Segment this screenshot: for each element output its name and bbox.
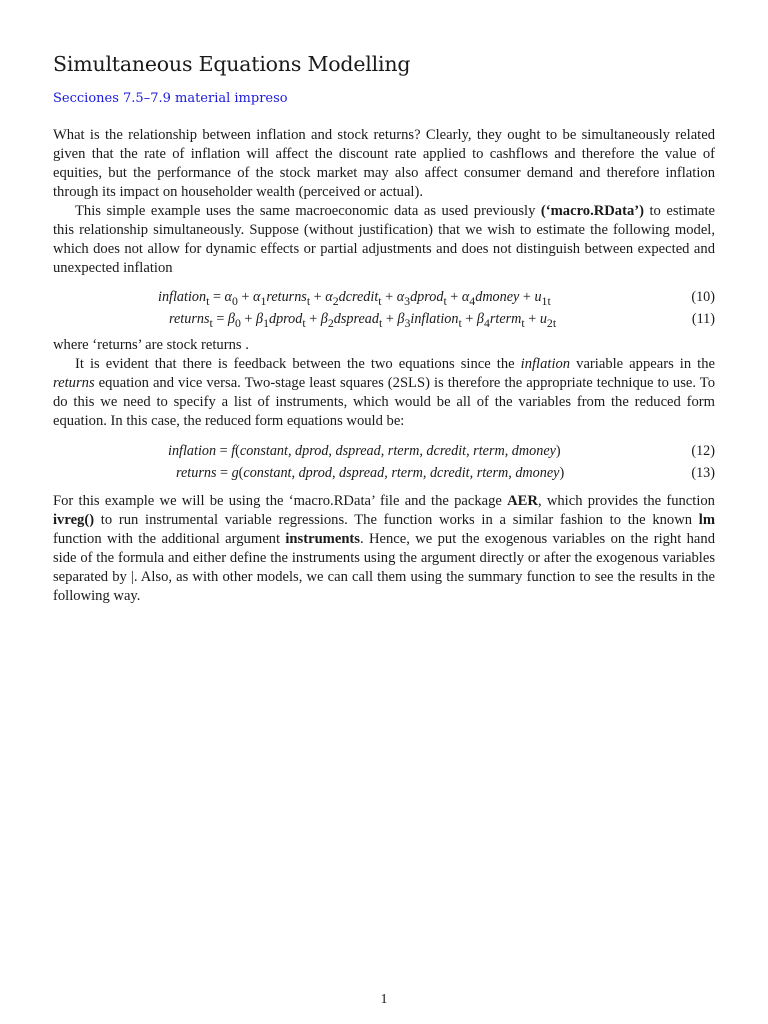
body-text-3 [53,492,715,606]
equation-11 [53,308,715,330]
page-content [53,50,715,606]
equation-11-number: (11) [691,311,715,327]
page-number: 1 [380,992,388,1007]
dataset-filename: (‘macro.RData’) [540,203,644,219]
paragraph-example: This simple example uses the same macroeconomic data as used previously (‘macro.RData’) to estimate this relationship simultaneously. Suppose (without justification) that we wish to estimate the following model, which does not allow for dynamic effects or partial adjustments and does not distinguish between expected and unexpected inflation [53,203,715,276]
reduced-form-equations [53,440,715,484]
paragraph-aer-package: For this example we will be using the ‘macro.RData’ file and the package AER, which provides the function ivreg() to run instrumental variable regressions. The function works in a similar fashion to the known lm function with the additional argument instruments. Hence, we put the exogenous variables on the right hand side of the formula and either define the instruments using the argument directly or after the exogenous variables separated by |. Also, as with other models, we can call them using the summary function to see the results in the following way. [53,493,715,604]
equation-13 [53,462,715,484]
equation-13-number: (13) [691,465,715,481]
section-reference: Secciones 7.5–7.9 material impreso [53,91,288,106]
equation-10-formula: inflation$_t$ = $\alpha_0$ + $\alpha_1returns_t$ + $\alpha_2dcredit_t$ + $\alpha_3dprod_t$ + $\alpha_4dmoney + u_{1t}$ [158,289,551,308]
equation-13-formula: returns = g(constant, dprod, dspread, rterm, dcredit, rterm, dmoney) [176,465,565,481]
equation-10 [53,286,715,308]
body-text [53,126,715,278]
equation-12-formula: inflation = f(constant, dprod, dspread, rterm, dcredit, rterm, dmoney) [168,443,561,459]
paragraph-returns-def: where ‘returns’ are stock returns . [53,337,249,353]
structural-equations [53,286,715,330]
equation-12 [53,440,715,462]
equation-12-number: (12) [691,443,715,459]
equation-10-number: (10) [691,289,715,305]
body-text-2 [53,336,715,431]
page-title: Simultaneous Equations Modelling [53,52,411,76]
equation-11-formula: returns$_t$ = $\beta_0$ + $\beta_1dprod_t$ + $\beta_2dspread_t$ + $\beta_3inflation_t$ + $\beta_4rterm_t + u_{2t}$ [169,311,557,330]
paragraph-feedback: It is evident that there is feedback between the two equations since the inflation variable appears in the returns equation and vice versa. Two-stage least squares (2SLS) is therefore the appropriate technique to use. To do this we need to specify a list of instruments, which would be all of the variables from the reduced form equation. In this case, the reduced form equations would be: [53,356,716,429]
paragraph-intro: What is the relationship between inflation and stock returns? Clearly, they ought to be simultaneously related given that the rate of inflation will affect the discount rate applied to cashflows and therefore the value of equities, but the performance of the stock market may also affect consumer demand and therefore inflation through its impact on householder wealth (perceived or actual). [53,127,715,200]
